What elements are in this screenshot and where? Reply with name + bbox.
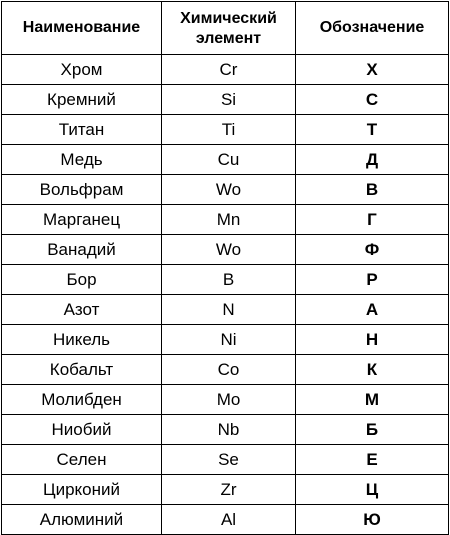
cell-code: Д [296,145,449,175]
cell-name: Цирконий [2,475,162,505]
cell-name: Кобальт [2,355,162,385]
cell-element: Se [162,445,296,475]
table-row [2,175,449,205]
cell-element: Co [162,355,296,385]
cell-code: Р [296,265,449,295]
table-header-row [2,2,449,55]
header-element-label [180,7,277,49]
cell-name: Вольфрам [2,175,162,205]
table-row [2,145,449,175]
table-row [2,265,449,295]
cell-code: Ю [296,505,449,535]
cell-code: Г [296,205,449,235]
cell-name: Молибден [2,385,162,415]
header-element-line2: элемент [195,30,262,47]
header-code [296,2,449,55]
table-row [2,115,449,145]
table-row [2,295,449,325]
cell-name: Ниобий [2,415,162,445]
cell-name: Селен [2,445,162,475]
cell-code: Х [296,55,449,85]
cell-element: Wo [162,175,296,205]
cell-name: Ванадий [2,235,162,265]
cell-code: Н [296,325,449,355]
header-code-label: Обозначение [319,19,425,36]
cell-element: Mn [162,205,296,235]
table-row [2,415,449,445]
cell-name: Титан [2,115,162,145]
cell-name: Никель [2,325,162,355]
cell-name: Азот [2,295,162,325]
cell-element: Mo [162,385,296,415]
cell-code: А [296,295,449,325]
cell-code: Б [296,415,449,445]
alloy-elements-table [1,1,449,535]
table-row [2,85,449,115]
table-row [2,445,449,475]
table-row [2,205,449,235]
cell-element: B [162,265,296,295]
header-element-line1: Химический [180,10,277,27]
table-row [2,355,449,385]
cell-name: Хром [2,55,162,85]
cell-code: С [296,85,449,115]
cell-code: Ц [296,475,449,505]
cell-code: К [296,355,449,385]
cell-code: Т [296,115,449,145]
cell-element: Wo [162,235,296,265]
table-row [2,475,449,505]
header-name [2,2,162,55]
table-row [2,55,449,85]
cell-element: Si [162,85,296,115]
table-row [2,385,449,415]
cell-element: Cu [162,145,296,175]
cell-code: М [296,385,449,415]
cell-name: Кремний [2,85,162,115]
cell-code: В [296,175,449,205]
cell-element: Nb [162,415,296,445]
cell-element: Ti [162,115,296,145]
cell-name: Марганец [2,205,162,235]
cell-name: Алюминий [2,505,162,535]
header-element [162,2,296,55]
table-row [2,325,449,355]
cell-code: Ф [296,235,449,265]
cell-code: Е [296,445,449,475]
cell-name: Медь [2,145,162,175]
table-row [2,505,449,535]
cell-element: Zr [162,475,296,505]
cell-name: Бор [2,265,162,295]
cell-element: Al [162,505,296,535]
cell-element: N [162,295,296,325]
table-row [2,235,449,265]
header-name-label: Наименование [22,19,141,36]
cell-element: Ni [162,325,296,355]
cell-element: Cr [162,55,296,85]
